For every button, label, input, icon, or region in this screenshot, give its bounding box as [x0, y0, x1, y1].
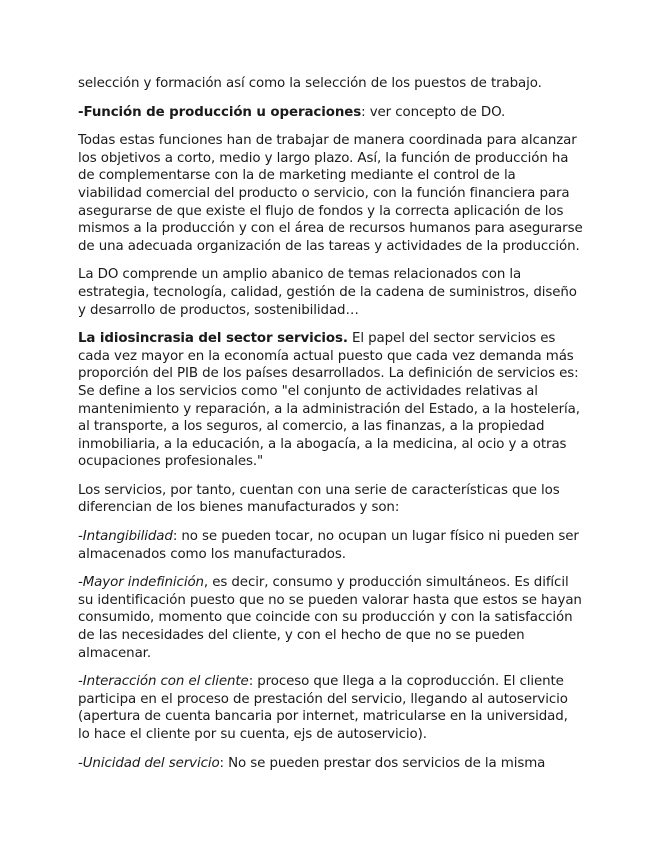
term-intangibilidad: -Intangibilidad	[78, 529, 173, 545]
term-unicidad-servicio: -Unicidad del servicio	[78, 755, 220, 771]
paragraph-caracteristicas-text: Los servicios, por tanto, cuentan con una serie de características que los diferencian de los bienes manufacturados y son:	[78, 482, 560, 516]
paragraph-do-text: La DO comprende un amplio abanico de temas relacionados con la estrategia, tecnología, calidad, gestión de la cadena de suministros, diseño y desarrollo de productos, sostenibilidad…	[78, 267, 577, 318]
paragraph-interaccion	[78, 673, 583, 743]
paragraph-unicidad-text: : No se pueden prestar dos servicios de la misma	[219, 755, 546, 771]
paragraph-indefinicion	[78, 574, 583, 662]
document-page	[78, 75, 583, 783]
term-interaccion-cliente: -Interacción con el cliente	[78, 674, 249, 690]
paragraph-interaccion-text: : proceso que llega a la coproducción. El cliente participa en el proceso de prestación del servicio, llegando al autoservicio (apertura de cuenta bancaria por internet, matricularse en la universidad, lo hace el cliente por su cuenta, ejs de autoservicio).	[78, 674, 568, 742]
paragraph-coordinacion	[78, 132, 583, 255]
paragraph-1-text: selección y formación así como la selección de los puestos de trabajo.	[78, 76, 542, 91]
paragraph-coordinacion-text: Todas estas funciones han de trabajar de manera coordinada para alcanzar los objetivos a corto, medio y largo plazo. Así, la función de producción ha de complementarse con la de marketing mediante el control de la viabilidad comercial del producto o servicio, con la función financiera para asegurarse de que existe el flujo de fondos y la correcta aplicación de los mismos a la producción y con el área de recursos humanos para asegurarse de una adecuada organización de las tareas y actividades de la producción.	[78, 133, 583, 254]
paragraph-indefinicion-text: , es decir, consumo y producción simultáneos. Es difícil su identificación puesto que no se pueden valorar hasta que estos se hayan consumido, momento que coincide con su producción y con la satisfacción de las necesidades del cliente, y con el hecho de que no se pueden almacenar.	[78, 575, 582, 661]
paragraph-caracteristicas	[78, 482, 583, 517]
term-mayor-indefinicion: -Mayor indefinición	[78, 575, 204, 591]
paragraph-sector-servicios-text: El papel del sector servicios es cada vez mayor en la economía actual puesto que cada vez demanda más proporción del PIB de los países desarrollados. La definición de servicios es: Se define a los servicios como "el conjunto de actividades relativas al mantenimiento y reparación, a la administración del Estado, a la hostelería, al transporte, a los seguros, al comercio, a las finanzas, a la propiedad inmobiliaria, a la educación, a la abogacía, a la medicina, al ocio y a otras ocupaciones profesionales."	[78, 331, 580, 470]
heading-sector-servicios: La idiosincrasia del sector servicios.	[78, 331, 348, 347]
paragraph-1	[78, 75, 583, 93]
paragraph-produccion	[78, 104, 583, 122]
paragraph-intangibilidad-text: : no se pueden tocar, no ocupan un lugar físico ni pueden ser almacenados como los manufacturados.	[78, 529, 579, 562]
paragraph-intangibilidad	[78, 528, 583, 563]
paragraph-sector-servicios	[78, 330, 583, 471]
paragraph-do	[78, 266, 583, 319]
heading-funcion-produccion: -Función de producción u operaciones	[78, 104, 362, 120]
paragraph-produccion-text: : ver concepto de DO.	[361, 104, 506, 120]
paragraph-unicidad	[78, 755, 583, 773]
